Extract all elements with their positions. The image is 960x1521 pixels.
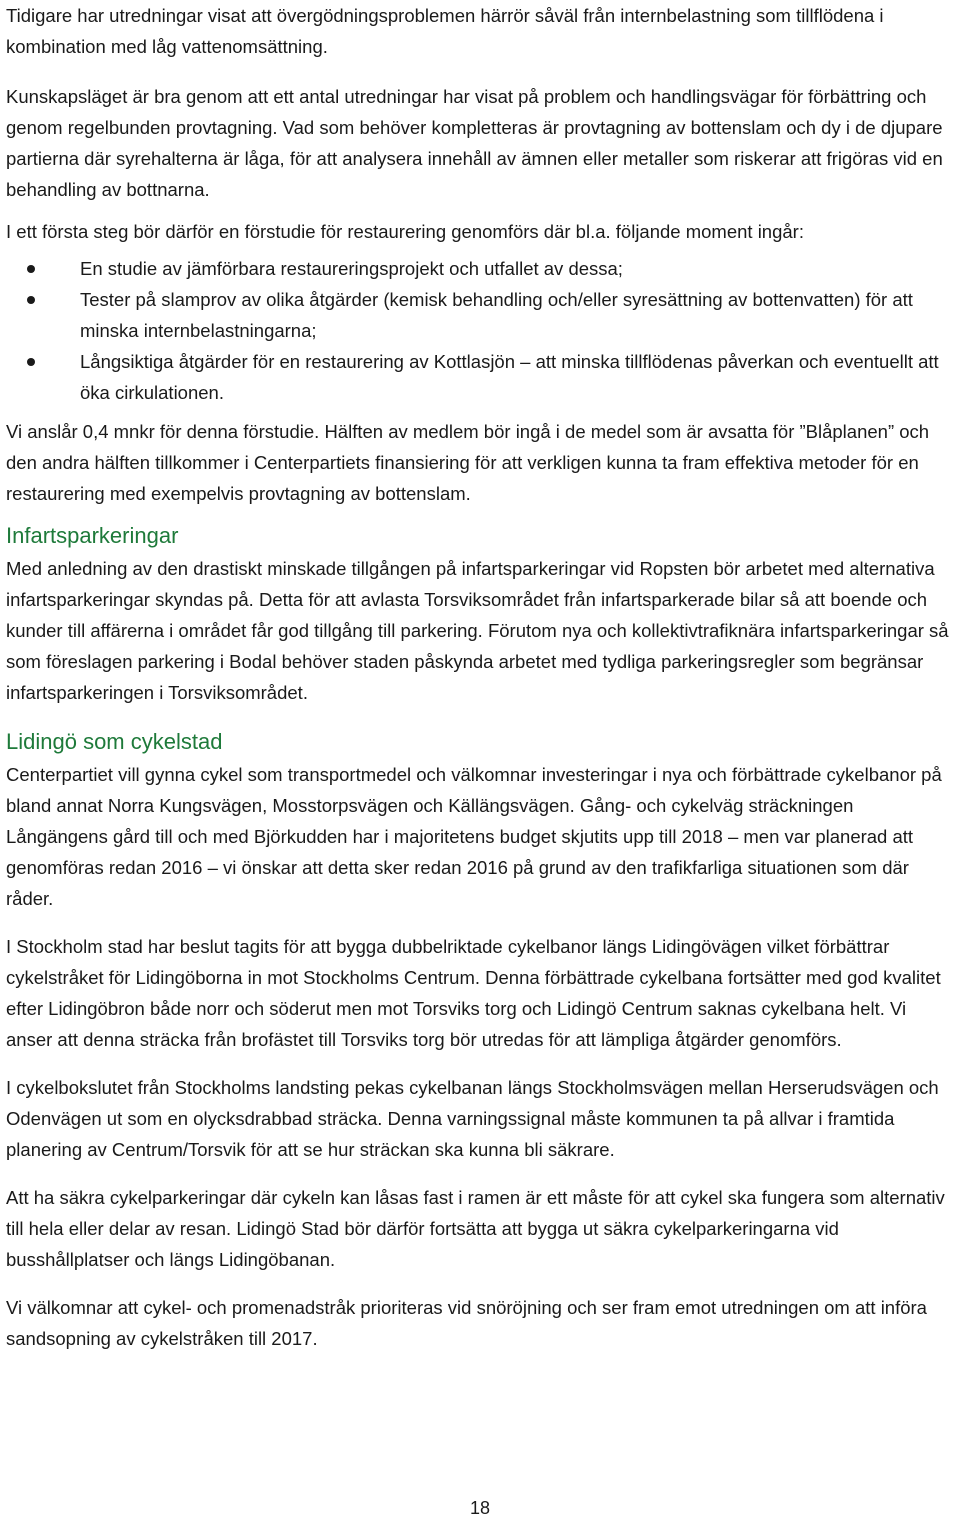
list-item-text: Långsiktiga åtgärder för en restaurering av Kottlasjön – att minska tillflödenas påverkan och eventuellt att öka cirkulationen. [80, 351, 939, 403]
list-item [6, 346, 956, 408]
bullet-icon [27, 296, 35, 304]
paragraph-infartsparkeringar: Med anledning av den drastiskt minskade tillgången på infartsparkeringar vid Ropsten bör arbetet med alternativa infartsparkeringar skyndas på. Detta för att avlasta Torsviksområdet från infartsparkerade bilar så att boende och kunder till affärerna i området får god tillgång till parkering. Förutom nya och kollektivtrafiknära infartsparkeringar så som föreslagen parkering i Bodal behöver staden påskynda arbetet med tydliga parkeringsregler som begränsar infartsparkeringen i Torsviksområdet. [6, 558, 949, 703]
bullet-icon [27, 265, 35, 273]
paragraph-cykel-snow: Vi välkomnar att cykel- och promenadstråk prioriteras vid snöröjning och ser fram emot utredningen om att införa sandsopning av cykelstråken till 2017. [6, 1297, 927, 1349]
paragraph-cykel-stockholm: I Stockholm stad har beslut tagits för att bygga dubbelriktade cykelbanor längs Lidingövägen vilket förbättrar cykelstråket för Lidingöborna in mot Stockholms Centrum. Denna förbättrade cykelbana fortsätter med god kvalitet efter Lidingöbron både norr och söderut men mot Torsviks torg och Lidingö Centrum saknas cykelbana helt. Vi anser att denna sträcka från brofästet till Torsviks torg bör utredas för att lämpliga åtgärder genomförs. [6, 936, 941, 1050]
paragraph-cykel-investments: Centerpartiet vill gynna cykel som transportmedel och välkomnar investeringar i nya och förbättrade cykelbanor på bland annat Norra Kungsvägen, Mosstorpsvägen och Källängsvägen. Gång- och cykelväg sträckningen Långängens gård till och med Björkudden har i majoritetens budget skjutits upp till 2018 – men var planerad att genomföras redan 2016 – vi önskar att detta sker redan 2016 på grund av den trafikfarliga situationen som där råder. [6, 764, 942, 909]
list-item-text: Tester på slamprov av olika åtgärder (kemisk behandling och/eller syresättning av bottenvatten) för att minska internbelastningarna; [80, 289, 913, 341]
list-item [6, 253, 956, 284]
paragraph-cykel-parking: Att ha säkra cykelparkeringar där cykeln kan låsas fast i ramen är ett måste för att cykel ska fungera som alternativ till hela eller delar av resan. Lidingö Stad bör därför fortsätta att bygga ut säkra cykelparkeringarna vid busshållplatser och längs Lidingöbanan. [6, 1187, 945, 1270]
document-page [6, 0, 956, 1371]
paragraph-funding: Vi anslår 0,4 mnkr för denna förstudie. Hälften av medlem bör ingå i de medel som är avsatta för ”Blåplanen” och den andra hälften tillkommer i Centerpartiets finansiering för att verkligen kunna ta fram effektiva metoder för en restaurering med exempelvis provtagning av bottenslam. [6, 421, 930, 504]
measures-list [6, 253, 956, 408]
list-item-text: En studie av jämförbara restaureringsprojekt och utfallet av dessa; [80, 258, 623, 279]
paragraph-knowledge-status: Kunskapsläget är bra genom att ett antal utredningar har visat på problem och handlingsvägar för förbättring och genom regelbunden provtagning. Vad som behöver kompletteras är provtagning av bottenslam och dy i de djupare partierna där syrehalterna är låga, för att analysera innehåll av ämnen eller metaller som riskerar att frigöras vid en behandling av bottnarna. [6, 86, 943, 200]
paragraph-first-step: I ett första steg bör därför en förstudie för restaurering genomförs där bl.a. följande moment ingår: [6, 221, 804, 242]
list-item [6, 284, 956, 346]
heading-infartsparkeringar: Infartsparkeringar [6, 523, 179, 548]
paragraph-internal-load: Tidigare har utredningar visat att övergödningsproblemen härrör såväl från internbelastning som tillflödena i kombination med låg vattenomsättning. [6, 5, 884, 57]
paragraph-cykel-bokslut: I cykelbokslutet från Stockholms landsting pekas cykelbanan längs Stockholmsvägen mellan Herserudsvägen och Odenvägen ut som en olycksdrabbad sträcka. Denna varningssignal måste kommunen ta på allvar i framtida planering av Centrum/Torsvik för att se hur sträckan ska kunna bli säkrare. [6, 1077, 939, 1160]
page-number: 18 [469, 1498, 491, 1518]
bullet-icon [27, 358, 35, 366]
heading-cykelstad: Lidingö som cykelstad [6, 729, 223, 754]
